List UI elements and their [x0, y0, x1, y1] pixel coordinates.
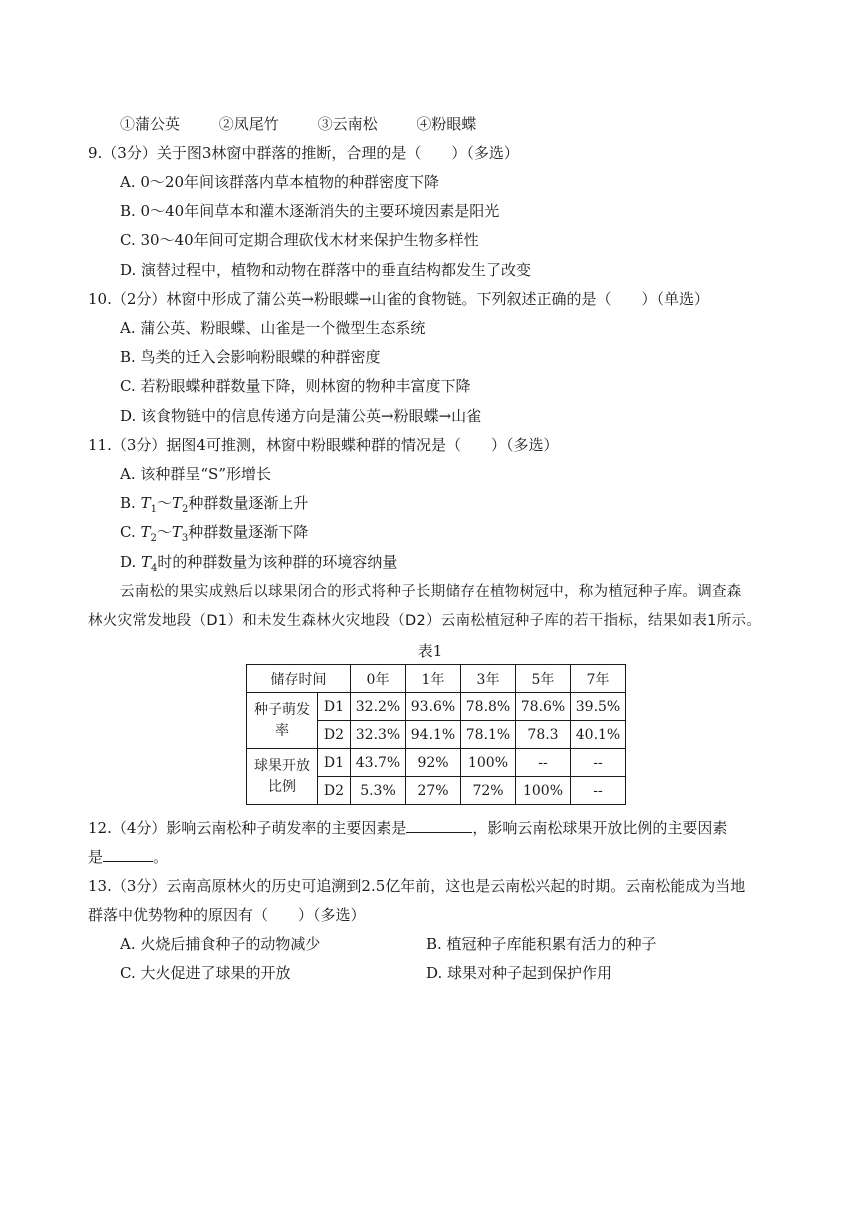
- table-1: [246, 664, 626, 805]
- table-cell: 93.6%: [406, 693, 461, 721]
- table-header-cell: 7年: [571, 665, 626, 693]
- table-header-cell: 0年: [351, 665, 406, 693]
- question-13-option-d: D. 球果对种子起到保护作用: [426, 964, 613, 982]
- passage-line-1: 云南松的果实成熟后以球果闭合的形式将种子长期储存在植物树冠中，称为植冠种子库。调查森: [120, 584, 742, 600]
- question-13-line-2: 群落中优势物种的原因有（ ）（多选）: [88, 906, 366, 924]
- question-11-stem: 11.（3分）据图4可推测，林窗中粉眼蝶种群的情况是（ ）（多选）: [88, 436, 559, 454]
- table-cell: 78.6%: [516, 693, 571, 721]
- table-cell: 100%: [516, 777, 571, 805]
- passage-line-2: 林火灾常发地段（D1）和未发生森林火灾地段（D2）云南松植冠种子库的若干指标，结果如表1所示。: [88, 613, 762, 629]
- symbol-t: T: [171, 494, 182, 512]
- question-10-option-b: B. 鸟类的迁入会影响粉眼蝶的种群密度: [120, 348, 381, 366]
- table-cell: 43.7%: [351, 749, 406, 777]
- subscript: 1: [150, 504, 157, 515]
- question-11-option-d: [120, 552, 397, 579]
- option-prefix: B.: [120, 494, 141, 512]
- table-cell: 32.3%: [351, 721, 406, 749]
- table-cell: 40.1%: [571, 721, 626, 749]
- species-options: [120, 114, 510, 134]
- range-sep: ～: [156, 523, 172, 541]
- question-12-text: 是: [88, 848, 104, 866]
- subscript: 2: [181, 504, 189, 515]
- table-cell: 5.3%: [351, 777, 406, 805]
- question-9-stem: 9.（3分）关于图3林窗中群落的推断，合理的是（ ）（多选）: [88, 144, 519, 162]
- symbol-t: T: [171, 523, 182, 541]
- table-group-label: 球果开放比例: [247, 749, 318, 805]
- table-cell: 78.1%: [461, 721, 516, 749]
- option-text: 时的种群数量为该种群的环境容纳量: [157, 553, 398, 571]
- question-13-option-b: B. 植冠种子库能积累有活力的种子: [426, 935, 657, 953]
- table-header-cell: 3年: [461, 665, 516, 693]
- table-cell: 72%: [461, 777, 516, 805]
- question-11-option-c: [120, 522, 308, 549]
- table-cell: 27%: [406, 777, 461, 805]
- question-12-line-2: [88, 846, 168, 867]
- species-option: ③云南松: [317, 115, 378, 133]
- question-12-text: 12.（4分）影响云南松种子萌发率的主要因素是: [88, 819, 407, 837]
- question-13-option-c: C. 大火促进了球果的开放: [120, 964, 291, 982]
- question-12-text: ，影响云南松球果开放比例的主要因素: [472, 819, 728, 837]
- table-header-cell: 1年: [406, 665, 461, 693]
- table-site-cell: D1: [318, 693, 351, 721]
- table-cell: --: [571, 777, 626, 805]
- table-cell: --: [571, 749, 626, 777]
- table-row: [247, 749, 626, 777]
- table-cell: 92%: [406, 749, 461, 777]
- option-prefix: C.: [120, 523, 141, 541]
- table-site-cell: D2: [318, 777, 351, 805]
- species-option: ①蒲公英: [120, 115, 181, 133]
- question-10-option-c: C. 若粉眼蝶种群数量下降，则林窗的物种丰富度下降: [120, 377, 471, 395]
- option-text: 种群数量逐渐上升: [188, 494, 309, 512]
- table-cell: --: [516, 749, 571, 777]
- table-cell: 78.8%: [461, 693, 516, 721]
- question-13-line-1: 13.（3分）云南高原林火的历史可追溯到2.5亿年前，这也是云南松兴起的时期。云南松能成为当地: [88, 877, 746, 895]
- table-header-label: 储存时间: [247, 665, 351, 693]
- table-cell: 39.5%: [571, 693, 626, 721]
- table-row: [247, 693, 626, 721]
- table-cell: 94.1%: [406, 721, 461, 749]
- question-10-stem: 10.（2分）林窗中形成了蒲公英→粉眼蝶→山雀的食物链。下列叙述正确的是（ ）（单选）: [88, 290, 710, 308]
- species-option: ②凤尾竹: [218, 115, 279, 133]
- table-cell: 32.2%: [351, 693, 406, 721]
- table-site-cell: D1: [318, 749, 351, 777]
- table-caption: 表1: [417, 642, 443, 660]
- symbol-t: T: [140, 494, 151, 512]
- species-option: ④粉眼蝶: [416, 115, 477, 133]
- question-10-option-d: D. 该食物链中的信息传递方向是蒲公英→粉眼蝶→山雀: [120, 407, 482, 425]
- table-cell: 100%: [461, 749, 516, 777]
- question-9-option-a: A. 0～20年间该群落内草本植物的种群密度下降: [120, 173, 440, 191]
- table-header-row: [247, 665, 626, 693]
- symbol-t: T: [140, 523, 151, 541]
- question-11-option-a: A. 该种群呈“S”形增长: [120, 465, 271, 483]
- table-site-cell: D2: [318, 721, 351, 749]
- table-header-cell: 5年: [516, 665, 571, 693]
- option-prefix: D.: [120, 553, 142, 571]
- table-group-label: 种子萌发率: [247, 693, 318, 749]
- table-cell: 78.3: [516, 721, 571, 749]
- answer-blank-2[interactable]: [103, 846, 153, 862]
- subscript: 4: [151, 563, 158, 574]
- question-10-option-a: A. 蒲公英、粉眼蝶、山雀是一个微型生态系统: [120, 319, 426, 337]
- answer-blank-1[interactable]: [406, 817, 472, 833]
- question-12-text: 。: [153, 848, 169, 866]
- subscript: 2: [150, 533, 157, 544]
- range-sep: ～: [156, 494, 172, 512]
- question-9-option-d: D. 演替过程中，植物和动物在群落中的垂直结构都发生了改变: [120, 261, 532, 279]
- question-12-line-1: [88, 817, 727, 838]
- option-text: 种群数量逐渐下降: [188, 523, 309, 541]
- subscript: 3: [181, 533, 189, 544]
- question-9-option-b: B. 0～40年间草本和灌木逐渐消失的主要环境因素是阳光: [120, 202, 500, 220]
- question-11-option-b: [120, 493, 308, 520]
- symbol-t: T: [141, 553, 152, 571]
- question-9-option-c: C. 30～40年间可定期合理砍伐木材来保护生物多样性: [120, 231, 479, 249]
- question-13-option-a: A. 火烧后捕食种子的动物减少: [120, 935, 321, 953]
